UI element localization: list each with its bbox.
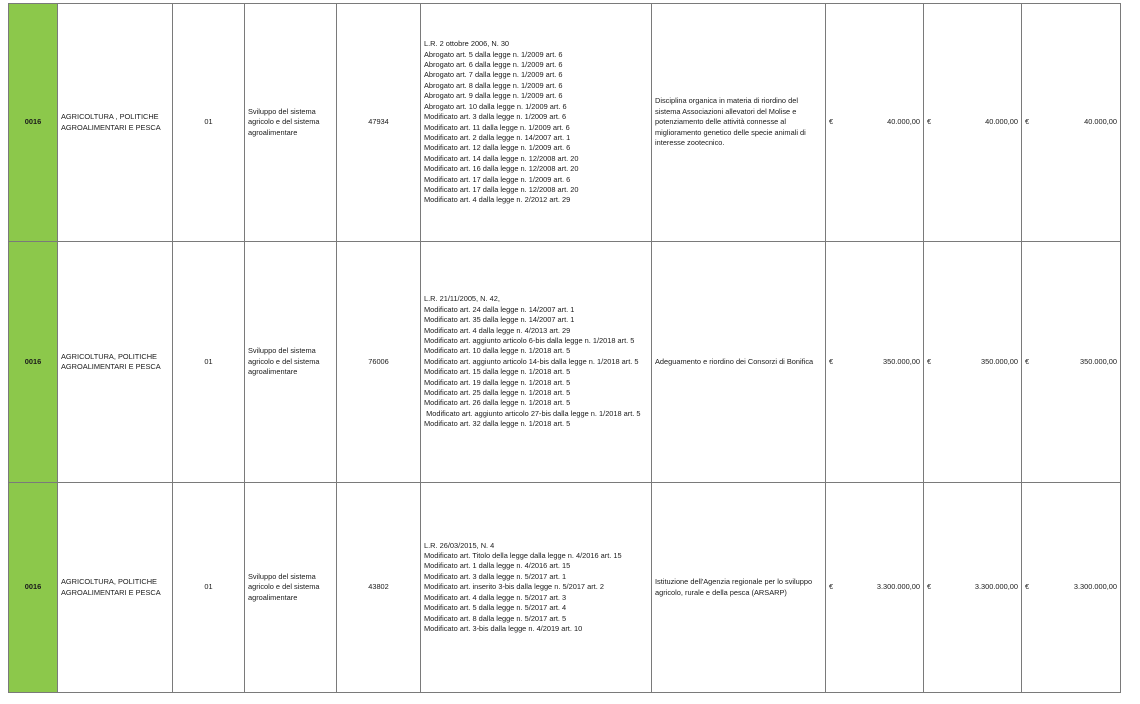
law-reference-line: Modificato art. 4 dalla legge n. 4/2013 art. 29: [424, 325, 571, 335]
currency-symbol: €: [1025, 582, 1030, 592]
amount-cell-2: [924, 242, 1022, 483]
law-reference-line: Modificato art. 16 dalla legge n. 12/2008 art. 20: [424, 164, 579, 174]
law-reference-line: Modificato art. Titolo della legge dalla legge n. 4/2016 art. 15: [424, 551, 622, 561]
amount-value: 3.300.000,00: [876, 582, 920, 592]
law-reference-cell: [421, 483, 652, 693]
mission-name-cell: AGRICOLTURA , POLITICHE AGROALIMENTARI E PESCA: [58, 4, 173, 242]
amount-cell-1: [826, 483, 924, 693]
amount-cell-1: [826, 242, 924, 483]
amount-cell-1: [826, 4, 924, 242]
law-reference-cell: [421, 4, 652, 242]
description-cell: Disciplina organica in materia di riordino del sistema Associazioni allevatori del Molise e potenziamento delle attività connesse al miglioramento genetico delle specie animali di interesse zootecnico.: [652, 4, 826, 242]
amount-value: 3.300.000,00: [1073, 582, 1117, 592]
currency-symbol: €: [829, 117, 834, 127]
chapter-number-cell: 76006: [337, 242, 421, 483]
currency-symbol: €: [1025, 356, 1030, 366]
program-name-cell: Sviluppo del sistema agricolo e del sistema agroalimentare: [245, 483, 337, 693]
law-reference-line: Modificato art. 3-bis dalla legge n. 4/2019 art. 10: [424, 623, 583, 633]
law-reference-line: Modificato art. aggiunto articolo 27-bis dalla legge n. 1/2018 art. 5: [424, 408, 641, 418]
program-name-cell: Sviluppo del sistema agricolo e del sistema agroalimentare: [245, 4, 337, 242]
law-reference-line: Modificato art. 2 dalla legge n. 14/2007 art. 1: [424, 132, 571, 142]
mission-code-cell: 0016: [9, 4, 58, 242]
law-reference-line: Modificato art. 19 dalla legge n. 1/2018 art. 5: [424, 377, 571, 387]
law-reference-line: Modificato art. aggiunto articolo 14-bis dalla legge n. 1/2018 art. 5: [424, 356, 639, 366]
amount-value: 350.000,00: [981, 356, 1018, 366]
law-reference-line: Modificato art. 24 dalla legge n. 14/2007 art. 1: [424, 304, 575, 314]
law-reference-cell: [421, 242, 652, 483]
chapter-number-cell: 43802: [337, 483, 421, 693]
amount-cell-3: [1022, 242, 1121, 483]
amount-value: 40.000,00: [1084, 117, 1117, 127]
currency-symbol: €: [1025, 117, 1030, 127]
mission-code-cell: 0016: [9, 242, 58, 483]
law-reference-line: Modificato art. 4 dalla legge n. 5/2017 art. 3: [424, 592, 567, 602]
amount-cell-2: [924, 483, 1022, 693]
law-reference-line: Modificato art. 12 dalla legge n. 1/2009 art. 6: [424, 143, 571, 153]
amount-cell-3: [1022, 4, 1121, 242]
law-reference-line: Modificato art. 15 dalla legge n. 1/2018 art. 5: [424, 367, 571, 377]
law-reference-line: L.R. 21/11/2005, N. 42,: [424, 294, 500, 304]
law-reference-line: L.R. 2 ottobre 2006, N. 30: [424, 39, 510, 49]
currency-symbol: €: [829, 582, 834, 592]
law-reference-line: Modificato art. 11 dalla legge n. 1/2009 art. 6: [424, 122, 570, 132]
law-reference-line: Abrogato art. 5 dalla legge n. 1/2009 art. 6: [424, 49, 563, 59]
law-reference-line: Modificato art. 5 dalla legge n. 5/2017 art. 4: [424, 603, 567, 613]
budget-table: [8, 3, 1121, 693]
amount-cell-3: [1022, 483, 1121, 693]
program-number-cell: 01: [173, 483, 245, 693]
law-reference-line: Modificato art. 10 dalla legge n. 1/2018 art. 5: [424, 346, 571, 356]
program-name-cell: Sviluppo del sistema agricolo e del sistema agroalimentare: [245, 242, 337, 483]
mission-name-cell: AGRICOLTURA, POLITICHE AGROALIMENTARI E PESCA: [58, 483, 173, 693]
law-reference-line: Modificato art. aggiunto articolo 6-bis dalla legge n. 1/2018 art. 5: [424, 335, 635, 345]
law-reference-line: Modificato art. 25 dalla legge n. 1/2018 art. 5: [424, 388, 571, 398]
amount-cell-2: [924, 4, 1022, 242]
law-reference-line: Modificato art. 4 dalla legge n. 2/2012 art. 29: [424, 195, 571, 205]
table-row: [9, 242, 1121, 483]
amount-value: 350.000,00: [1080, 356, 1117, 366]
description-cell: Istituzione dell'Agenzia regionale per lo sviluppo agricolo, rurale e della pesca (ARSARP): [652, 483, 826, 693]
currency-symbol: €: [927, 356, 932, 366]
law-reference-line: Modificato art. 1 dalla legge n. 4/2016 art. 15: [424, 561, 571, 571]
law-reference-line: Modificato art. 14 dalla legge n. 12/2008 art. 20: [424, 153, 579, 163]
currency-symbol: €: [927, 117, 932, 127]
law-reference-line: Modificato art. 26 dalla legge n. 1/2018 art. 5: [424, 398, 571, 408]
law-reference-line: Modificato art. 17 dalla legge n. 1/2009 art. 6: [424, 174, 571, 184]
currency-symbol: €: [829, 356, 834, 366]
chapter-number-cell: 47934: [337, 4, 421, 242]
law-reference-line: Modificato art. inserito 3-bis dalla legge n. 5/2017 art. 2: [424, 582, 604, 592]
amount-value: 3.300.000,00: [974, 582, 1018, 592]
mission-code-cell: 0016: [9, 483, 58, 693]
law-reference-line: Abrogato art. 8 dalla legge n. 1/2009 art. 6: [424, 80, 563, 90]
amount-value: 40.000,00: [985, 117, 1018, 127]
program-number-cell: 01: [173, 242, 245, 483]
law-reference-line: Abrogato art. 9 dalla legge n. 1/2009 art. 6: [424, 91, 563, 101]
law-reference-line: Abrogato art. 7 dalla legge n. 1/2009 art. 6: [424, 70, 563, 80]
amount-value: 350.000,00: [883, 356, 920, 366]
law-reference-line: Modificato art. 3 dalla legge n. 5/2017 art. 1: [424, 571, 567, 581]
law-reference-line: Modificato art. 8 dalla legge n. 5/2017 art. 5: [424, 613, 567, 623]
currency-symbol: €: [927, 582, 932, 592]
mission-name-cell: AGRICOLTURA, POLITICHE AGROALIMENTARI E PESCA: [58, 242, 173, 483]
law-reference-line: Modificato art. 3 dalla legge n. 1/2009 art. 6: [424, 112, 567, 122]
law-reference-line: Modificato art. 17 dalla legge n. 12/2008 art. 20: [424, 184, 579, 194]
law-reference-line: Modificato art. 35 dalla legge n. 14/2007 art. 1: [424, 315, 575, 325]
table-row: [9, 4, 1121, 242]
table-row: [9, 483, 1121, 693]
law-reference-line: Abrogato art. 6 dalla legge n. 1/2009 art. 6: [424, 60, 563, 70]
law-reference-line: Abrogato art. 10 dalla legge n. 1/2009 art. 6: [424, 101, 567, 111]
law-reference-line: Modificato art. 32 dalla legge n. 1/2018 art. 5: [424, 419, 571, 429]
law-reference-line: L.R. 26/03/2015, N. 4: [424, 540, 495, 550]
program-number-cell: 01: [173, 4, 245, 242]
amount-value: 40.000,00: [887, 117, 920, 127]
description-cell: Adeguamento e riordino dei Consorzi di Bonifica: [652, 242, 826, 483]
